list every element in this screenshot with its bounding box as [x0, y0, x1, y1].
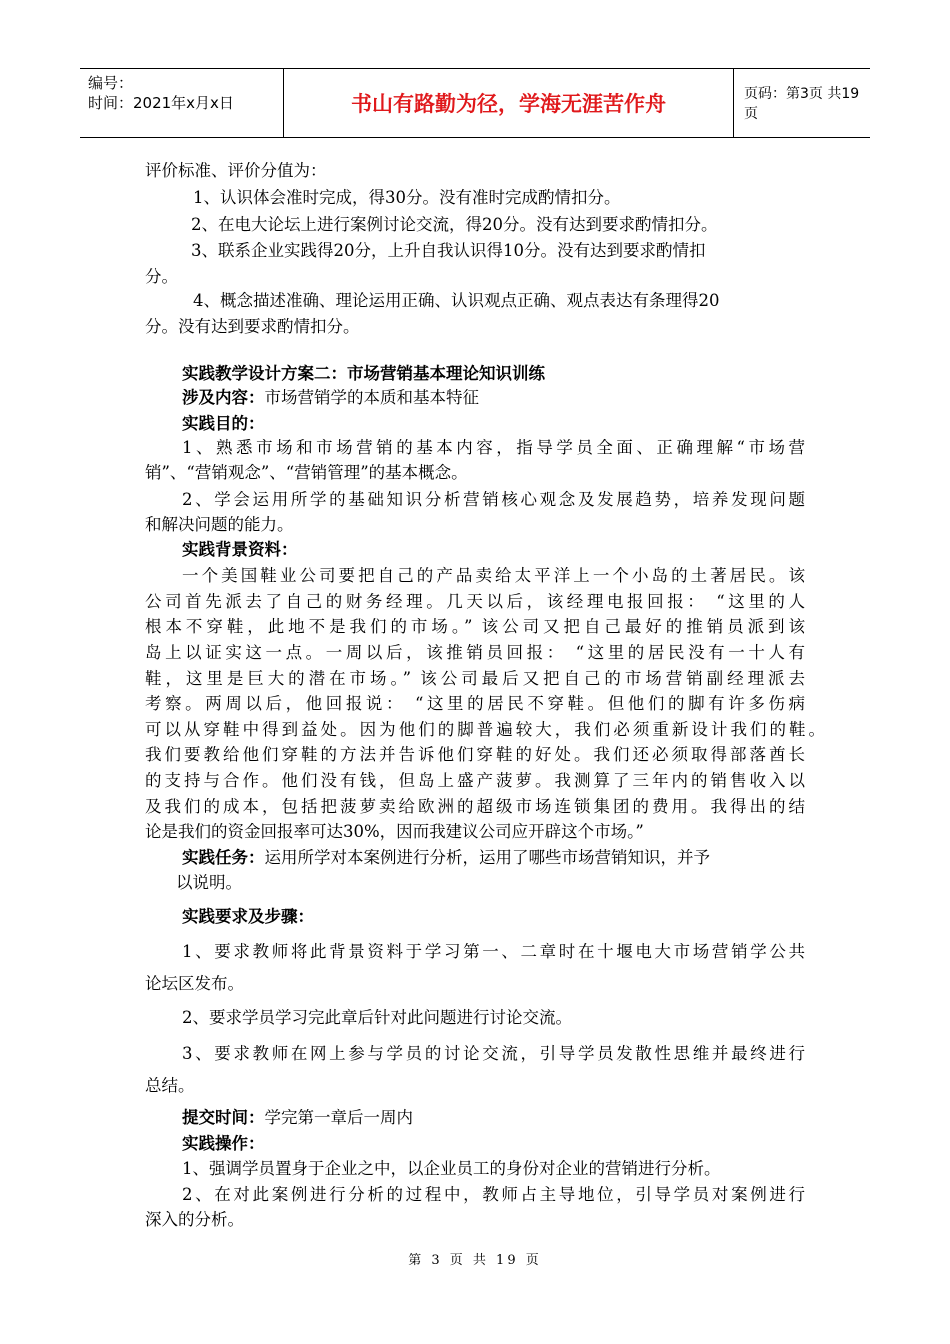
scope-text: 市场营销学的本质和基本特征 — [264, 388, 479, 407]
text-line — [182, 1104, 413, 1128]
text-line: 2、在对此案例进行分析的过程中，教师占主导地位，引导学员对案例进行 — [182, 1185, 805, 1204]
label-operation: 实践操作： — [182, 1134, 265, 1153]
text-line: 2、在电大论坛上进行案例讨论交流，得20分。没有达到要求酌情扣分。 — [191, 215, 718, 234]
text-line: 3、联系企业实践得20分，上升自我认识得10分。没有达到要求酌情扣 — [191, 241, 706, 260]
text-line: 的支持与合作。他们没有钱，但岛上盛产菠萝。我测算了三年内的销售收入以 — [145, 771, 805, 790]
text-line: 1、要求教师将此背景资料于学习第一、二章时在十堰电大市场营销学公共 — [182, 942, 805, 961]
text-line: 分。没有达到要求酌情扣分。 — [145, 317, 360, 336]
text-line: 岛上以证实这一点。一周以后，该推销员回报： “这里的居民没有一十人有 — [145, 643, 805, 662]
text-line: 4、概念描述准确、理论运用正确、认识观点正确、观点表达有条理得20 — [193, 291, 720, 310]
header-page-info: 页码：第3页 共19页 — [744, 86, 860, 122]
text-line: 分。 — [145, 267, 178, 286]
number-label: 编号： — [88, 74, 134, 92]
text-line: 论是我们的资金回报率可达30%，因而我建议公司应开辟这个市场。” — [145, 822, 644, 841]
text-line: 以说明。 — [176, 873, 242, 892]
text-line: 鞋，这里是巨大的潜在市场。” 该公司最后又把自己的市场营销副经理派去 — [145, 669, 805, 688]
text-line: 公司首先派去了自己的财务经理。几天以后，该经理电报回报： “这里的人 — [145, 592, 805, 611]
submit-time-text: 学完第一章后一周内 — [264, 1108, 413, 1127]
label-steps: 实践要求及步骤： — [182, 907, 314, 926]
text-line: 考察。两周以后，他回报说： “这里的居民不穿鞋。但他们的脚有许多伤病 — [145, 694, 805, 713]
text-line: 1、熟悉市场和市场营销的基本内容，指导学员全面、正确理解“市场营 — [182, 438, 805, 457]
page-footer: 第 3 页 共 19 页 — [408, 1253, 542, 1268]
text-line: 销”、“营销观念”、“营销管理”的基本概念。 — [145, 463, 468, 482]
label-background: 实践背景资料： — [182, 540, 298, 559]
text-line: 论坛区发布。 — [145, 974, 244, 993]
text-line: 一个美国鞋业公司要把自己的产品卖给太平洋上一个小岛的土著居民。该 — [182, 566, 805, 585]
text-line: 我们要教给他们穿鞋的方法并告诉他们穿鞋的好处。我们还必须取得部落酋长 — [145, 745, 805, 764]
text-line: 和解决问题的能力。 — [145, 515, 294, 534]
text-line: 3、要求教师在网上参与学员的讨论交流，引导学员发散性思维并最终进行 — [182, 1044, 805, 1063]
label-scope: 涉及内容： — [182, 388, 265, 407]
text-line: 及我们的成本，包括把菠萝卖给欧洲的超级市场连锁集团的费用。我得出的结 — [145, 797, 805, 816]
text-line: 1、认识体会准时完成，得30分。没有准时完成酌情扣分。 — [193, 188, 621, 207]
text-line: 深入的分析。 — [145, 1210, 244, 1229]
label-submit-time: 提交时间： — [182, 1108, 265, 1127]
task-text: 运用所学对本案例进行分析，运用了哪些市场营销知识，并予 — [264, 848, 710, 867]
header-motto: 书山有路勤为径，学海无涯苦作舟 — [284, 69, 734, 137]
text-line — [182, 384, 479, 408]
text-line: 根本不穿鞋，此地不是我们的市场。” 该公司又把自己最好的推销员派到该 — [145, 617, 805, 636]
text-line — [182, 844, 710, 868]
text-line: 2、要求学员学习完此章后针对此问题进行讨论交流。 — [182, 1008, 572, 1027]
label-purpose: 实践目的： — [182, 414, 265, 433]
label-task: 实践任务： — [182, 848, 265, 867]
text-line: 2、学会运用所学的基础知识分析营销核心观念及发展趋势，培养发现问题 — [182, 490, 805, 509]
text-line: 总结。 — [145, 1076, 195, 1095]
text-line: 评价标准、评价分值为： — [145, 161, 327, 180]
time-label: 时间：2021年x月x日 — [88, 94, 234, 112]
section-title: 实践教学设计方案二：市场营销基本理论知识训练 — [182, 364, 545, 383]
text-line: 1、强调学员置身于企业之中，以企业员工的身份对企业的营销进行分析。 — [182, 1159, 721, 1178]
text-line: 可以从穿鞋中得到益处。因为他们的脚普遍较大，我们必须重新设计我们的鞋。 — [145, 720, 825, 739]
